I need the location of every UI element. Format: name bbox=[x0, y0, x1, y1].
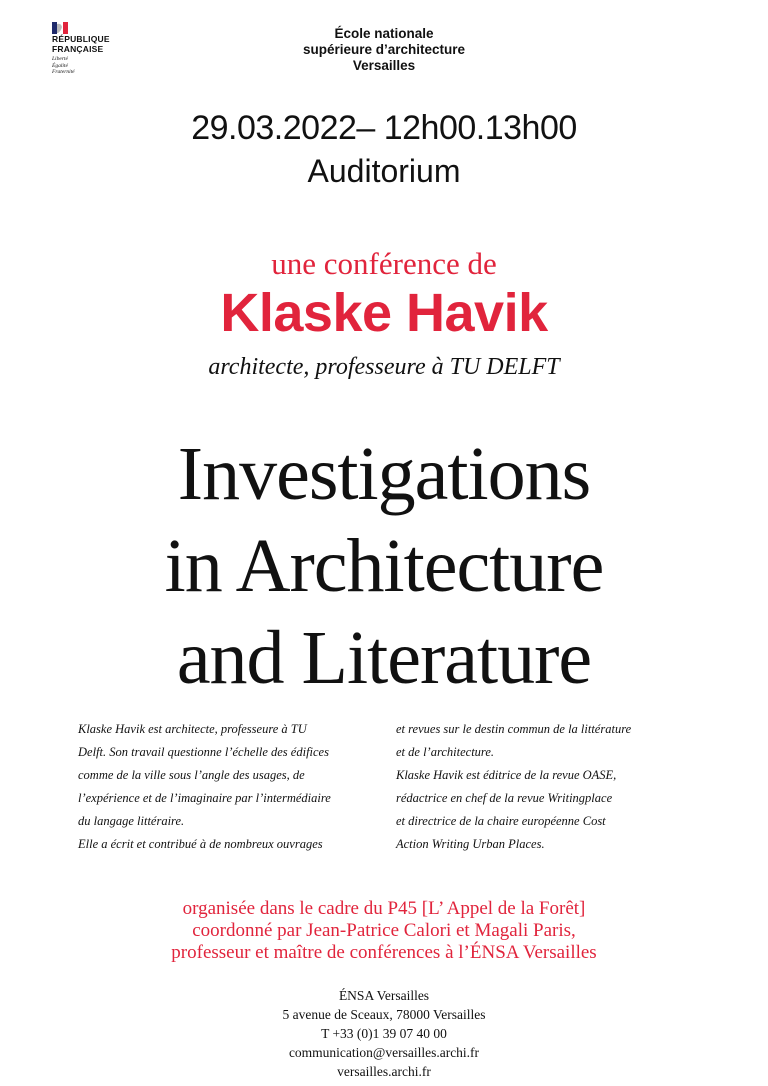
speaker-name: Klaske Havik bbox=[220, 283, 548, 343]
contact-phone[interactable]: T +33 (0)1 39 07 40 00 bbox=[321, 1026, 447, 1041]
description-line: comme de la ville sous l’angle des usages, de bbox=[78, 768, 305, 782]
logo-motto-2: Égalité bbox=[52, 62, 68, 69]
logo-motto-1: Liberté bbox=[52, 56, 68, 62]
contact-email-link[interactable]: communication@versailles.archi.fr bbox=[288, 1045, 480, 1060]
description-right-column bbox=[396, 718, 716, 856]
contact-name: ÉNSA Versailles bbox=[338, 988, 430, 1003]
description-line: et directrice de la chaire européenne Cost bbox=[396, 814, 606, 828]
logo-line-1: RÉPUBLIQUE bbox=[52, 34, 110, 44]
speaker-role: architecte, professeure à TU DELFT bbox=[208, 354, 560, 380]
title-line-2: in Architecture bbox=[164, 524, 604, 608]
description-line: rédactrice en chef de la revue Writingplace bbox=[396, 791, 613, 805]
description-line: l’expérience et de l’imaginaire par l’intermédiaire bbox=[78, 791, 331, 805]
description-line: du langage littéraire. bbox=[78, 814, 185, 828]
description-line: Delft. Son travail questionne l’échelle des édifices bbox=[78, 745, 329, 759]
conference-title bbox=[0, 428, 768, 704]
contact-website-link[interactable]: versailles.archi.fr bbox=[337, 1064, 431, 1079]
organization-line-2: coordonné par Jean-Patrice Calori et Magali Paris, bbox=[192, 920, 576, 941]
description-line: Action Writing Urban Places. bbox=[396, 837, 545, 851]
contact-address: 5 avenue de Sceaux, 78000 Versailles bbox=[282, 1007, 486, 1022]
logo-line-2: FRANÇAISE bbox=[52, 44, 104, 54]
conference-intro: une conférence de bbox=[271, 246, 497, 281]
logo-motto-3: Fraternité bbox=[52, 69, 75, 75]
school-name bbox=[0, 26, 768, 74]
description-left-column bbox=[78, 718, 378, 856]
school-name-line-1: École nationale bbox=[334, 26, 434, 41]
description-line: Klaske Havik est éditrice de la revue OASE, bbox=[396, 768, 617, 782]
organization-line-3: professeur et maître de conférences à l’ÉNSA Versailles bbox=[171, 942, 597, 963]
description-line: et de l’architecture. bbox=[396, 745, 494, 759]
school-name-line-2: supérieure d’architecture bbox=[302, 42, 466, 57]
organization-line-1: organisée dans le cadre du P45 [L’ Appel de la Forêt] bbox=[182, 898, 586, 919]
event-datetime: 29.03.2022– 12h00.13h00 bbox=[191, 109, 577, 147]
description-line: et revues sur le destin commun de la littérature bbox=[396, 722, 632, 736]
description-line: Klaske Havik est architecte, professeure à TU bbox=[78, 722, 307, 736]
title-line-3: and Literature bbox=[176, 616, 592, 700]
organization-info bbox=[0, 898, 768, 964]
event-venue: Auditorium bbox=[307, 153, 461, 189]
title-line-1: Investigations bbox=[177, 432, 591, 516]
description-line: Elle a écrit et contribué à de nombreux ouvrages bbox=[78, 837, 323, 851]
school-name-line-3: Versailles bbox=[352, 58, 416, 73]
contact-block bbox=[0, 986, 768, 1081]
